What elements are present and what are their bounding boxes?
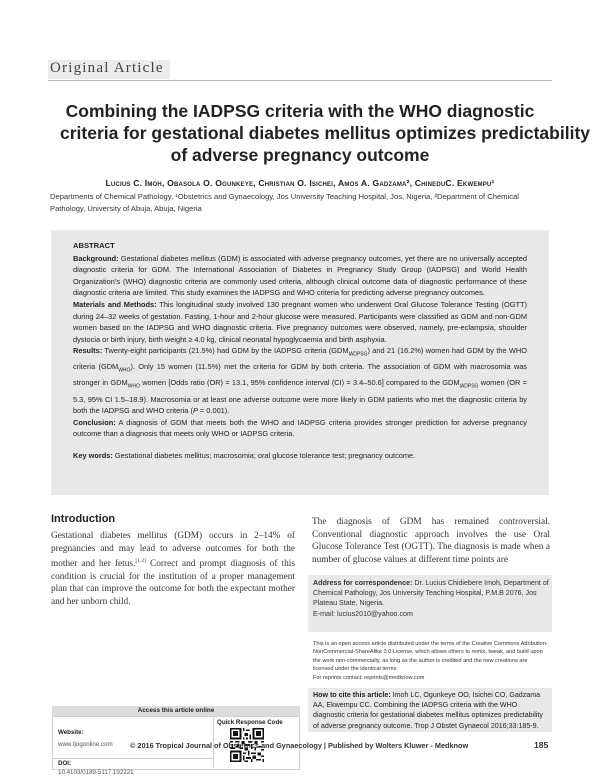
title-line-1: Combining the IADPSG criteria with the WHO diagnostic (65, 101, 535, 121)
website-label: Website: (58, 729, 84, 736)
introduction-left-column (51, 530, 295, 608)
section-rule (48, 80, 552, 81)
qr-label: Quick Response Code (217, 719, 283, 726)
keywords (73, 450, 527, 462)
open-access-notice: This is an open access article distributed under the terms of the Creative Commons Attribution-NonCommercial-ShareAlike 3.0 License, which allows others to remix, tweak, and build upon the work non-commercially, as long as the author is credited and the new creations are licensed under the identical terms. (313, 641, 548, 673)
methods-text: This longitudinal study involved 130 pregnant women who underwent Oral Glucose Tolerance Testing (OGTT) during 24–32 weeks of gestation. Fasting, 1-hour and 2-hour glucose were measured. Participants were classified as GDM and non-GDM women based on the IADPSG and WHO diagnostic criteria. Five pregnancy outcomes were observed, namely, pre-eclampsia, shoulder dystocia or birth injury, birth weight ≥ 4.0 kg, clinical neonatal hypoglycaemia and birth asphyxia. (73, 299, 527, 344)
footer: © 2016 Tropical Journal of Obstetrics and Gynaecology | Published by Wolters Kluwer - Medknow (130, 741, 469, 750)
results-text-1: Twenty-eight participants (21.5%) had GDM by the IADPSG criteria (GDM (104, 346, 349, 356)
abstract (73, 240, 527, 462)
abstract-conclusion (73, 417, 527, 440)
doi-label: DOI: (58, 760, 72, 767)
authors: Lucius C. Imoh, Obasola O. Ogunkeye, Christian O. Isichei, Amos A. Gadzama², ChineduC. Ekwempu¹ (105, 178, 495, 188)
abstract-background (73, 253, 527, 299)
title-line-2: criteria for gestational diabetes mellitus optimizes predictability (60, 123, 590, 143)
results-text-4: women [Odds ratio (OR) = 13.1, 95% confidence interval (CI) = 3.4–50.6] compared to the GDM (139, 378, 460, 388)
conclusion-label: Conclusion: (73, 417, 116, 427)
methods-label: Materials and Methods: (73, 299, 157, 309)
intro-text-2: Correct and prompt diagnosis of this condition is crucial for the institution of a proper management plan that can improve the outcome for both the expectant mother and her unborn child. (51, 559, 296, 607)
citation-text: Imoh LC, Ogunkeye OO, Isichei CO, Gadzama AA, Ekwempu CC. Combining the IADPSG criteria with the WHO diagnostic criteria for gestational diabetes mellitus optimizes predictability of adverse pregnancy outcome. Trop J Obstet Gynaecol 2016;33:185-9. (313, 691, 543, 730)
access-box-header: Access this article online (52, 706, 300, 716)
citation-label: How to cite this article: (313, 691, 391, 699)
intro-reference[interactable]: [1,2] (135, 558, 146, 564)
background-text: Gestational diabetes mellitus (GDM) is associated with adverse pregnancy outcomes, yet there are no universally accepted diagnostic criteria for GDM. The International Association of Diabetes in Pregnancy Study Group (IADPSG) and World Health Organization’s (WHO) diagnostic criteria are commonly used criteria, although clinical outcome data of diagnostic performance of these diagnostic criteria are limited. This study examines the IADPSG and WHO criteria for predicting adverse pregnancy outcomes. (73, 253, 527, 298)
citation (313, 690, 549, 731)
results-text-3: ). Only 15 women (11.5%) met the criteria for GDM by both criteria. The association of GDM with macrosomia was stronger in GDM (73, 362, 528, 388)
page-number: 185 (534, 740, 549, 750)
intro-text-1: Gestational diabetes mellitus (GDM) occurs in 2–14% of pregnancies and may lead to adverse outcomes for both the mother and her fetus. (51, 531, 295, 570)
website-link[interactable]: www.tjogonline.com (58, 741, 113, 748)
title-line-3: of adverse pregnancy outcome (170, 145, 430, 165)
article-title (60, 100, 590, 166)
results-sub-3: WHO (127, 383, 140, 390)
reprints-contact: For reprints contact: reprints@medknow.com (313, 675, 425, 681)
background-label: Background: (73, 253, 119, 263)
results-sub-4: IADPSG (459, 383, 479, 390)
results-sub-2: WHO (118, 367, 131, 374)
affiliations: Departments of Chemical Pathology, ¹Obstetrics and Gynaecology, Jos University Teaching Hospital, Jos, Nigeria, ²Department of Chemical Pathology, University of Abuja, Abuja, Nigeria (50, 192, 519, 213)
correspondence-label: Address for correspondence: (313, 579, 413, 587)
doi-value[interactable]: 10.4103/0189-5117.192221 (58, 769, 134, 776)
correspondence (313, 578, 549, 619)
correspondence-email[interactable]: E-mail: lucius2010@yahoo.com (313, 609, 413, 618)
section-label: Original Article (48, 60, 170, 79)
abstract-methods (73, 299, 527, 345)
results-sub-1: IADPSG (348, 351, 368, 358)
results-text-2: ) and 21 (16.2%) women had GDM by the WHO criteria (GDM (73, 346, 527, 372)
results-text-6: = 0.001). (197, 406, 230, 416)
introduction-heading: Introduction (51, 513, 116, 525)
conclusion-text: A diagnosis of GDM that meets both the WHO and IADPSG criteria provides stronger prediction for adverse pregnancy outcome than a diagnosis that meets only WHO or IADPSG criteria. (73, 417, 527, 439)
access-divider-horizontal (52, 758, 213, 759)
abstract-results (73, 345, 527, 416)
introduction-right-column: The diagnosis of GDM has remained controversial. Conventional diagnostic approach involves the use Oral Glucose Tolerance Test (OGTT). The diagnosis is made when a number of glucose values at different time points are (312, 517, 550, 565)
results-text-5: women (OR = 5.3, 95% CI 1.5–18.9). Macrosomia or at least one adverse outcome were more likely in GDM patients who met the diagnostic criteria by both the IADPSG and WHO criteria ( (73, 378, 527, 416)
keywords-text: Gestational diabetes mellitus; macrosomia; oral glucose tolerance test; pregnancy outcome. (114, 450, 416, 460)
results-label: Results: (73, 346, 103, 356)
abstract-heading: ABSTRACT (73, 241, 115, 250)
correspondence-text: Dr. Lucius Chidiebere Imoh, Department of Chemical Pathology, Jos University Teaching Hospital, P.M.B 2076, Jos Plateau State, Nigeria. (313, 579, 549, 608)
results-p: P (192, 406, 198, 416)
keywords-label: Key words: (73, 450, 113, 460)
